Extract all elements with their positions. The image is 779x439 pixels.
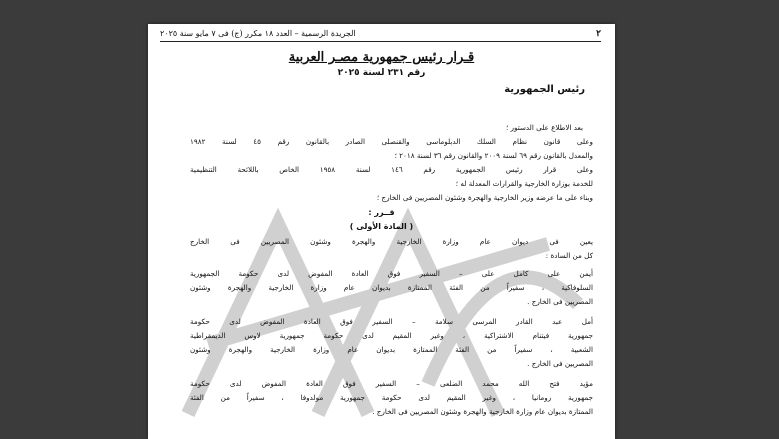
- article-title: ( المادة الأولى ): [349, 222, 414, 231]
- preamble-line: وعلى قرار رئيس الجمهورية رقم ١٤٦ لسنة ١٩٥٨ الخاص باللائحة التنظيمية: [190, 165, 593, 174]
- entry-line: الممتازة بديوان عام وزارة الخارجية والهجرة وشئون المصريين فى الخارج .: [372, 407, 593, 416]
- entry-line: مؤيد فتح الله محمد الضلعى – السفير فوق العادة المفوض لدى حكومة: [190, 379, 593, 388]
- president-heading: رئيس الجمهورية: [504, 84, 585, 95]
- article-intro-line: كل من السادة :: [545, 251, 593, 260]
- entry-line: المصريين فى الخارج .: [527, 359, 593, 368]
- document-page[interactable]: [148, 24, 615, 439]
- entry-line: جمهورية فيتنام الاشتراكية ، وغير المقيم لدى حكومة جمهورية لاوس الديمقراطية: [190, 331, 593, 340]
- entry-line: المصريين فى الخارج .: [527, 297, 593, 306]
- preamble-line: للخدمة بوزارة الخارجية والقرارات المعدلة له ؛: [455, 179, 593, 188]
- entry-line: أيمن على كامل على – السفير فوق العادة المفوض لدى حكومة الجمهورية: [190, 269, 593, 278]
- article-intro-line: يعين فى ديوان عام وزارة الخارجية والهجرة وشئون المصريين فى الخارج: [190, 237, 593, 246]
- gazette-header: [160, 27, 601, 42]
- preamble-line: والمعدل بالقانون رقم ٦٩ لسنة ٢٠٠٩ والقانون رقم ٣٦ لسنة ٢٠١٨ ؛: [394, 151, 593, 160]
- entry-line: الشعبية ، سفيراً من الفئة الممتازة بديوان عام وزارة الخارجية والهجرة وشئون: [190, 345, 593, 354]
- decree-title: قـرار رئيس جمهورية مصـر العربية: [288, 50, 475, 65]
- entry-line: جمهورية رومانيا ، وغير المقيم لدى حكومة جمهورية مولدوفا ، سفيراً من الفئة: [190, 393, 593, 402]
- decree-number: رقم ٢٣١ لسنة ٢٠٢٥: [337, 68, 426, 78]
- entry-line: أمل عبد القادر المرسى سلامة – السفير فوق العادة المفوض لدى حكومة: [190, 317, 593, 326]
- preamble-line: بعد الاطلاع على الدستور ؛: [505, 123, 583, 132]
- page-number: ٢: [596, 29, 601, 39]
- preamble-line: وبناء على ما عرضه وزير الخارجية والهجرة وشئون المصريين فى الخارج ؛: [376, 193, 593, 202]
- preamble-line: وعلى قانون نظام السلك الدبلوماسى والقنصلى الصادر بالقانون رقم ٤٥ لسنة ١٩٨٢: [190, 137, 593, 146]
- gazette-title: الجريدة الرسمية – العدد ١٨ مكرر (ج) فى ٧ مايو سنة ٢٠٢٥: [160, 29, 356, 38]
- decided-heading: قــرر :: [368, 208, 395, 217]
- entry-line: السلوفاكية ، سفيراً من الفئة الممتازة بديوان عام وزارة الخارجية والهجرة وشئون: [190, 283, 593, 292]
